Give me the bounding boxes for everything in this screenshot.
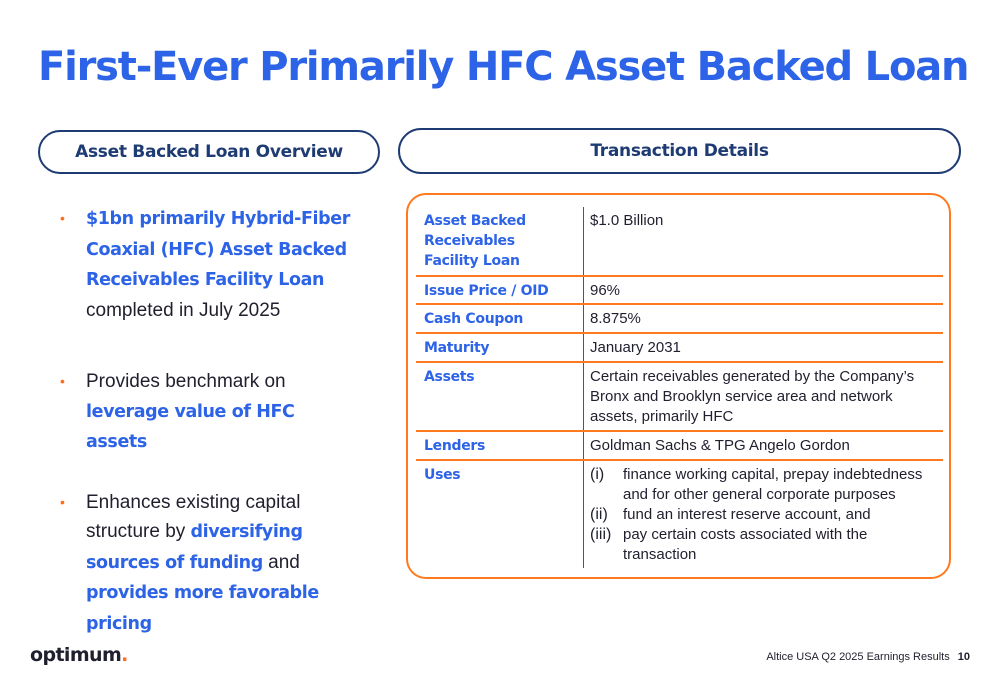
uses-item-text: finance working capital, prepay indebtedness and for other general corporate purposes	[623, 466, 923, 503]
bullet-highlight: provides more favorable pricing	[86, 583, 319, 634]
page-title: First-Ever Primarily HFC Asset Backed Loan	[38, 44, 969, 90]
table-row-uses	[416, 461, 943, 569]
bullet-text: completed in July 2025	[86, 299, 281, 321]
page-number: 10	[957, 651, 970, 663]
overview-header: Asset Backed Loan Overview	[38, 130, 380, 174]
bullet-highlight: $1bn primarily Hybrid-Fiber Coaxial (HFC) Asset Backed Receivables Facility Loan	[86, 209, 350, 290]
row-value: Goldman Sachs & TPG Angelo Gordon	[590, 437, 850, 454]
footer	[766, 651, 970, 663]
bullet-highlight: diversifying sources of funding	[86, 522, 303, 573]
table-row-issue-price	[416, 277, 943, 305]
row-value: 96%	[590, 282, 621, 299]
uses-item-number: (i)	[590, 466, 605, 483]
row-value: $1.0 Billion	[590, 212, 664, 229]
row-label: Assets	[424, 369, 475, 385]
bullet-text: Provides benchmark on	[86, 371, 286, 392]
table-row-coupon	[416, 305, 943, 334]
optimum-logo	[30, 644, 128, 666]
row-label: Maturity	[424, 340, 490, 356]
uses-item-text: pay certain costs associated with the transaction	[623, 526, 868, 563]
details-header: Transaction Details	[398, 128, 961, 174]
bullet-highlight: leverage value of HFC assets	[86, 401, 295, 452]
bullet-item	[60, 367, 360, 458]
row-label: Uses	[424, 467, 461, 483]
table-row-maturity	[416, 334, 943, 363]
logo-text: optimum	[30, 644, 122, 666]
table-row-lenders	[416, 432, 943, 461]
logo-dot: .	[121, 644, 128, 666]
uses-item	[590, 505, 940, 525]
uses-item-number: (ii)	[590, 506, 608, 523]
bullet-item	[60, 488, 360, 640]
bullet-text: Enhances existing capital structure by	[86, 491, 301, 542]
row-label: Issue Price / OID	[424, 283, 549, 299]
row-label: Asset Backed Receivables Facility Loan	[424, 213, 526, 269]
uses-item-number: (iii)	[590, 526, 612, 543]
bullet-marker: •	[60, 373, 65, 389]
uses-item-text: fund an interest reserve account, and	[623, 506, 871, 523]
row-label: Lenders	[424, 438, 486, 454]
row-label: Cash Coupon	[424, 311, 524, 327]
overview-bullet-list	[60, 204, 360, 639]
row-value: Certain receivables generated by the Company’s Bronx and Brooklyn service area and network assets, primarily HFC	[590, 368, 915, 425]
row-value: January 2031	[590, 339, 681, 356]
footer-text: Altice USA Q2 2025 Earnings Results	[766, 651, 950, 663]
bullet-item	[60, 204, 360, 325]
bullet-marker: •	[60, 210, 65, 226]
uses-list	[590, 465, 940, 565]
bullet-text: and	[262, 551, 300, 573]
uses-item	[590, 465, 940, 505]
row-value: 8.875%	[590, 310, 641, 327]
bullet-marker: •	[60, 493, 65, 510]
table-row-assets	[416, 363, 943, 432]
table-row-facility	[416, 207, 943, 277]
uses-item	[590, 525, 940, 565]
